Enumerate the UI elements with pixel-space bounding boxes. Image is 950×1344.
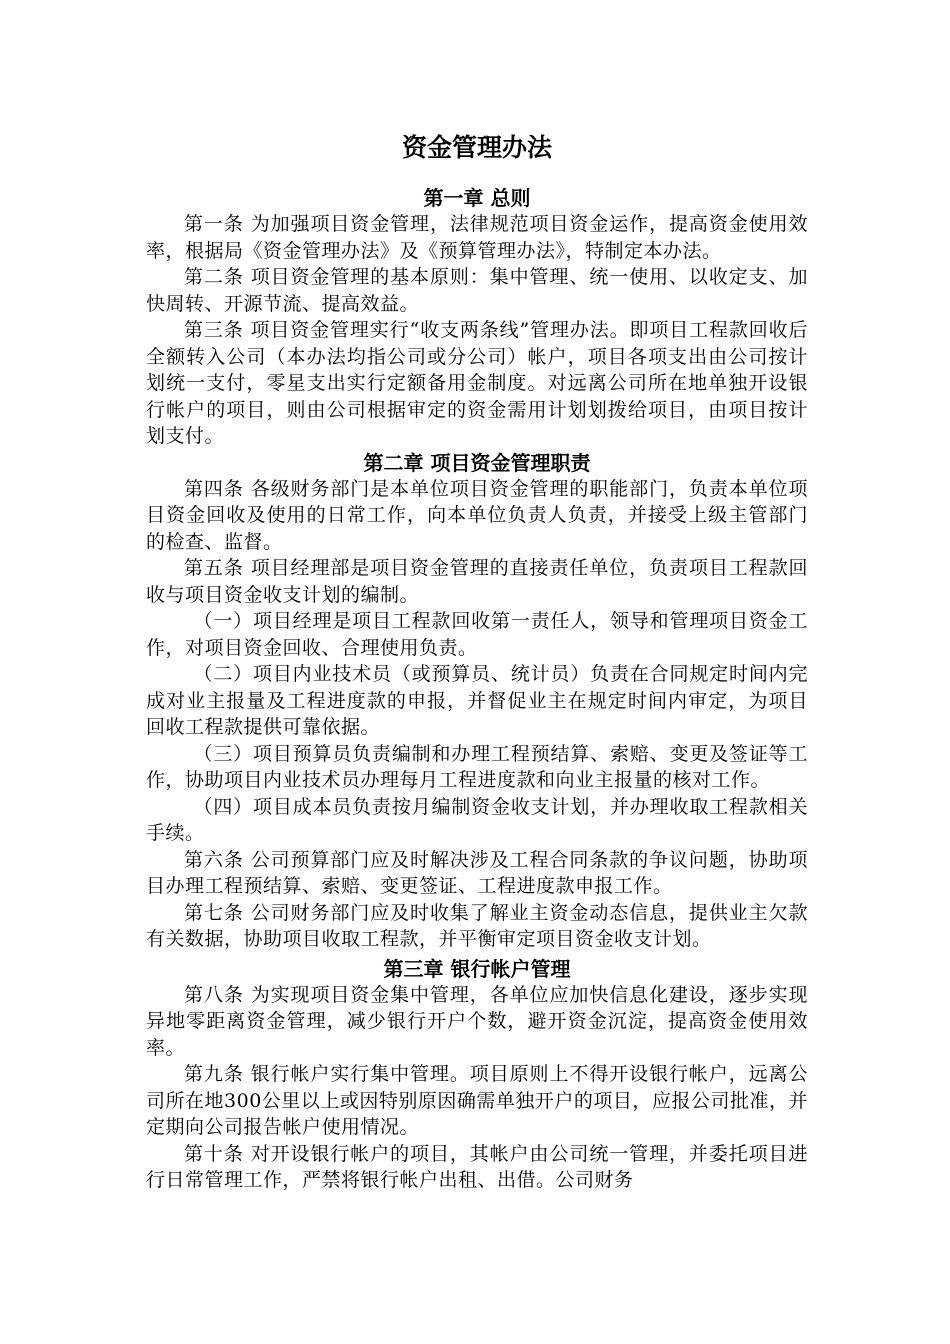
article-2: 第二条 项目资金管理的基本原则：集中管理、统一使用、以收定支、加快周转、开源节流、提高效益。 bbox=[146, 266, 808, 315]
article-10: 第十条 对开设银行帐户的项目，其帐户由公司统一管理，并委托项目进行日常管理工作，严禁将银行帐户出租、出借。公司财务 bbox=[146, 1142, 808, 1191]
article-5-item-3: （三）项目预算员负责编制和办理工程预结算、索赔、变更及签证等工作，协助项目内业技术员办理每月工程进度款和向业主报量的核对工作。 bbox=[146, 742, 808, 791]
chapter-heading: 第一章 总则 bbox=[423, 186, 531, 210]
document-title: 资金管理办法 bbox=[401, 133, 552, 162]
chapter-2 bbox=[146, 450, 808, 953]
article-5-item-1: （一）项目经理是项目工程款回收第一责任人，领导和管理项目资金工作，对项目资金回收、合理使用负责。 bbox=[146, 610, 808, 659]
article-4: 第四条 各级财务部门是本单位项目资金管理的职能部门，负责本单位项目资金回收及使用的日常工作，向本单位负责人负责，并接受上级主管部门的检查、监督。 bbox=[146, 477, 808, 553]
article-3: 第三条 项目资金管理实行“收支两条线”管理办法。即项目工程款回收后全额转入公司（本办法均指公司或分公司）帐户，项目各项支出由公司按计划统一支付，零星支出实行定额备用金制度。对远离公司所在地单独开设银行帐户的项目，则由公司根据审定的资金需用计划划拨给项目，由项目按计划支付。 bbox=[146, 319, 808, 447]
article-8: 第八条 为实现项目资金集中管理，各单位应加快信息化建设，逐步实现异地零距离资金管理，减少银行开户个数，避开资金沉淀，提高资金使用效率。 bbox=[146, 983, 808, 1059]
document-body bbox=[146, 130, 808, 1194]
article-6: 第六条 公司预算部门应及时解决涉及工程合同条款的争议问题，协助项目办理工程预结算、索赔、变更签证、工程进度款申报工作。 bbox=[146, 848, 808, 897]
chapter-1 bbox=[146, 185, 808, 450]
chapter-3 bbox=[146, 956, 808, 1194]
article-1: 第一条 为加强项目资金管理，法律规范项目资金运作，提高资金使用效率，根据局《资金管理办法》及《预算管理办法》，特制定本办法。 bbox=[146, 213, 808, 262]
chapter-heading: 第三章 银行帐户管理 bbox=[383, 956, 571, 981]
article-5-item-4: （四）项目成本员负责按月编制资金收支计划，并办理收取工程款相关手续。 bbox=[146, 795, 808, 844]
article-5-item-2: （二）项目内业技术员（或预算员、统计员）负责在合同规定时间内完成对业主报量及工程进度款的申报，并督促业主在规定时间内审定，为项目回收工程款提供可靠依据。 bbox=[146, 663, 808, 738]
article-5: 第五条 项目经理部是项目资金管理的直接责任单位，负责项目工程款回收与项目资金收支计划的编制。 bbox=[146, 557, 808, 606]
article-7: 第七条 公司财务部门应及时收集了解业主资金动态信息，提供业主欠款有关数据，协助项目收取工程款，并平衡审定项目资金收支计划。 bbox=[146, 901, 808, 950]
article-9: 第九条 银行帐户实行集中管理。项目原则上不得开设银行帐户，远离公司所在地300公里以上或因特别原因确需单独开户的项目，应报公司批准，并定期向公司报告帐户使用情况。 bbox=[146, 1063, 808, 1138]
chapter-heading: 第二章 项目资金管理职责 bbox=[363, 450, 591, 475]
